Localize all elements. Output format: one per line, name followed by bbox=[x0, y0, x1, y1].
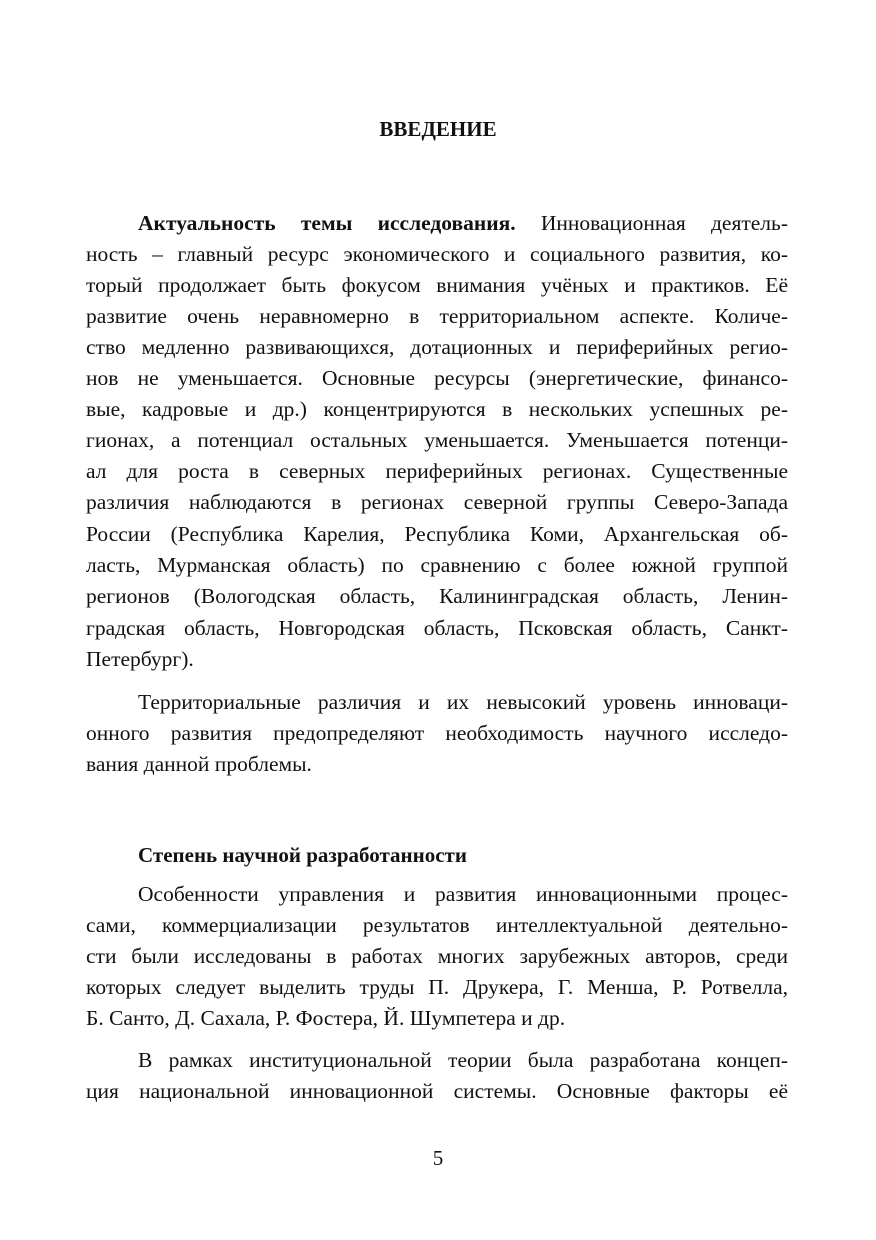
text-line: Актуальность темы исследования. Инновационная деятель- bbox=[138, 211, 788, 235]
lead-phrase: Актуальность темы исследования. bbox=[138, 211, 516, 235]
text-line: сами, коммерциализации результатов интеллектуальной деятельно- bbox=[86, 913, 788, 937]
text-line: Петербург). bbox=[86, 647, 194, 671]
text-line: Б. Санто, Д. Сахала, Р. Фостера, Й. Шумпетера и др. bbox=[86, 1006, 566, 1030]
text-line: Особенности управления и развития инновационными процес- bbox=[138, 882, 788, 906]
section-title: Степень научной разработанности bbox=[138, 843, 467, 867]
text-line: которых следует выделить труды П. Друкера, Г. Менша, Р. Ротвелла, bbox=[86, 975, 788, 999]
text-line: градская область, Новгородская область, Псковская область, Санкт- bbox=[86, 616, 788, 640]
text-line: онного развития предопределяют необходимость научного исследо- bbox=[86, 721, 788, 745]
text-line: ал для роста в северных периферийных регионах. Существенные bbox=[86, 459, 788, 483]
text-line: В рамках институциональной теории была разработана концеп- bbox=[138, 1048, 788, 1072]
text-line: ность – главный ресурс экономического и социального развития, ко- bbox=[86, 242, 788, 266]
text-line: сти были исследованы в работах многих зарубежных авторов, среди bbox=[86, 944, 788, 968]
text-line: ство медленно развивающихся, дотационных и периферийных регио- bbox=[86, 335, 788, 359]
text-line: вые, кадровые и др.) концентрируются в нескольких успешных ре- bbox=[86, 397, 788, 421]
page-heading: ВВЕДЕНИЕ bbox=[379, 117, 497, 141]
text-line: развитие очень неравномерно в территориальном аспекте. Количе- bbox=[86, 304, 788, 328]
text-line: регионов (Вологодская область, Калининградская область, Ленин- bbox=[86, 584, 788, 608]
text-line: Территориальные различия и их невысокий уровень инноваци- bbox=[138, 690, 788, 714]
text-line: торый продолжает быть фокусом внимания учёных и практиков. Её bbox=[86, 273, 788, 297]
text-line: гионах, а потенциал остальных уменьшается. Уменьшается потенци- bbox=[86, 428, 788, 452]
text-line: ласть, Мурманская область) по сравнению с более южной группой bbox=[86, 553, 788, 577]
text-line: различия наблюдаются в регионах северной группы Северо-Запада bbox=[86, 490, 788, 514]
text-line: России (Республика Карелия, Республика Коми, Архангельская об- bbox=[86, 522, 788, 546]
text-line: вания данной проблемы. bbox=[86, 752, 312, 776]
page-number: 5 bbox=[432, 1146, 444, 1170]
text-line: ция национальной инновационной системы. Основные факторы её bbox=[86, 1079, 788, 1103]
text-line: нов не уменьшается. Основные ресурсы (энергетические, финансо- bbox=[86, 366, 788, 390]
